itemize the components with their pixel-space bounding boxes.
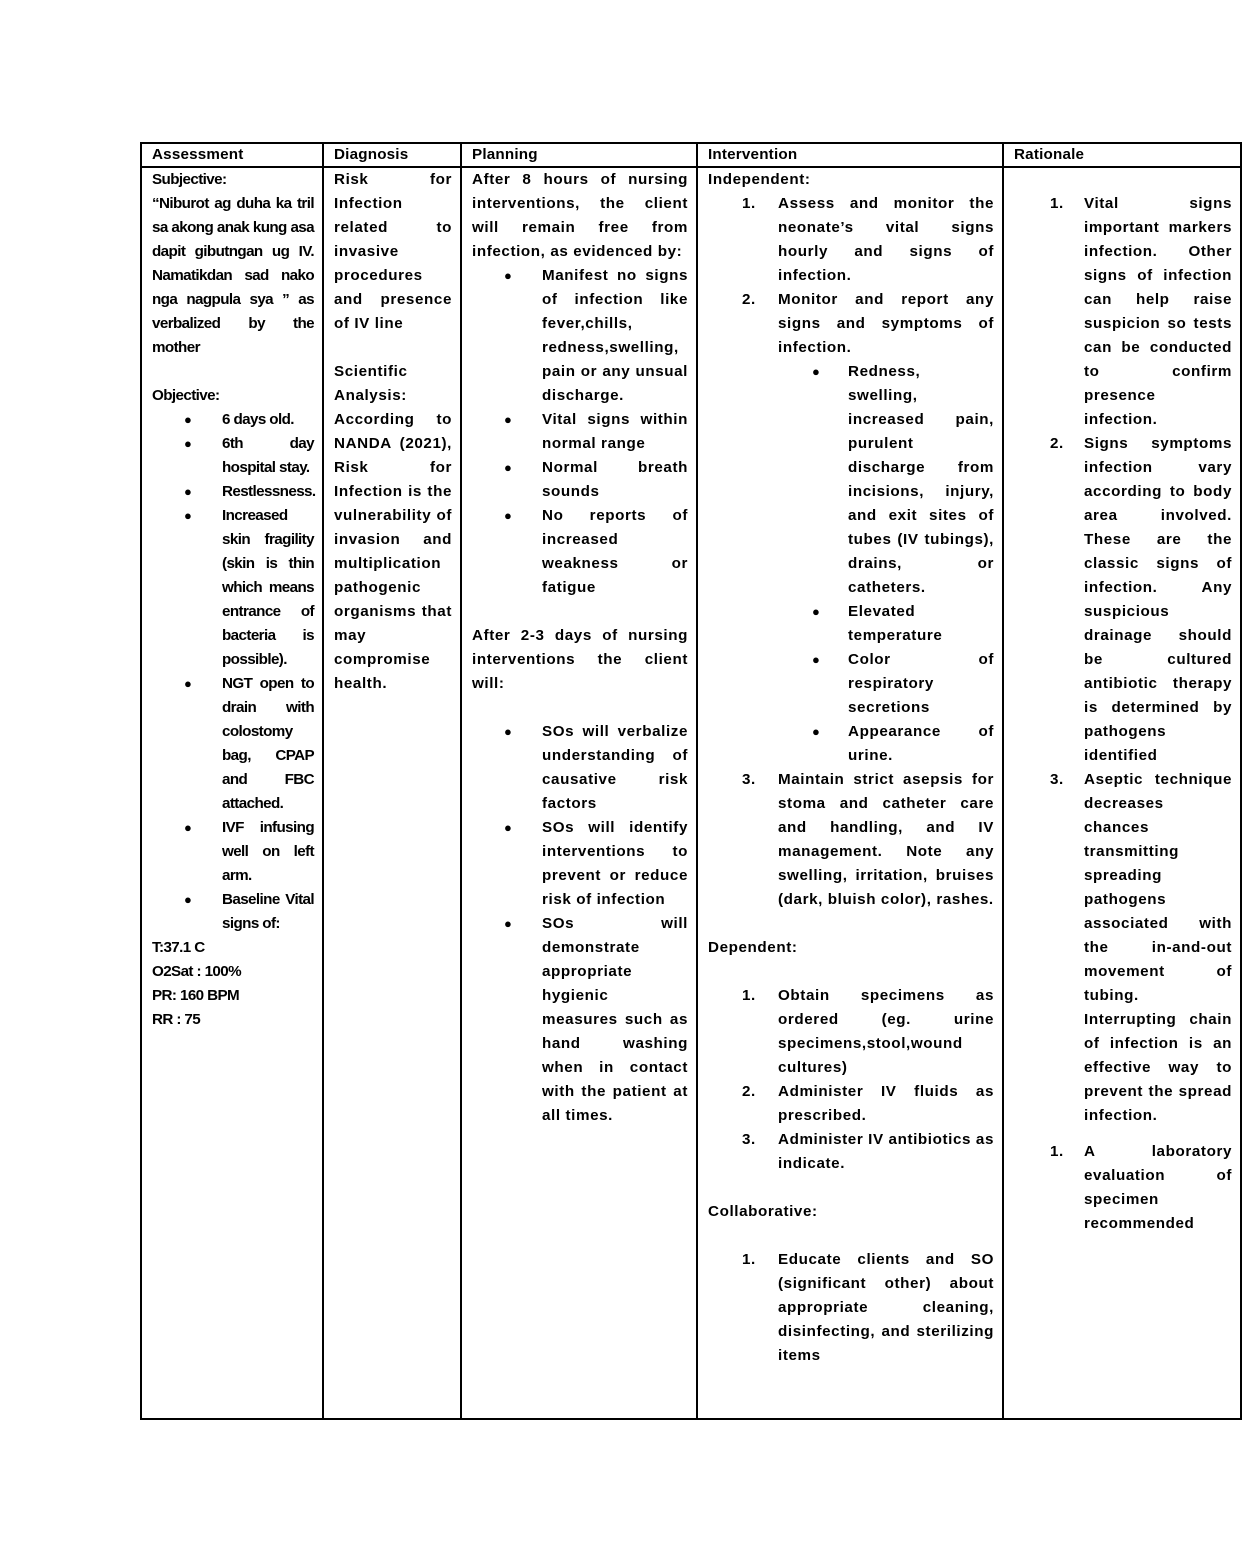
intervention-cell (697, 167, 1003, 1419)
sign-item: ● Elevated temperature (812, 603, 943, 644)
independent-list (708, 192, 994, 912)
rationale-item: 3. Aseptic technique decreases chances transmitting spreading pathogens associated with the in-and-out movement of tubing. Interrupting chain of infection is an effective way to prevent the spread infection. (1050, 771, 1232, 1124)
intervention-item: 3. Administer IV antibiotics as indicate. (742, 1131, 994, 1172)
objective-item: ● 6th day hospital stay. (184, 435, 314, 476)
header-planning: Planning (461, 143, 697, 167)
goal-item: ● Manifest no signs of infection like fever,chills, redness,swelling, pain or any unsual discharge. (504, 267, 688, 404)
rationale-list-2 (1014, 1140, 1232, 1236)
objective-list (152, 408, 314, 936)
content-row (141, 167, 1241, 1419)
header-row (141, 143, 1241, 167)
short-term-goals (472, 264, 688, 600)
subjective-label: Subjective: (152, 171, 227, 188)
goal-item: ● Normal breath sounds (504, 459, 688, 500)
sign-item: ● Color of respiratory secretions (812, 651, 994, 716)
intervention-item: 1. Obtain specimens as ordered (eg. urine specimens,stool,wound cultures) (742, 987, 994, 1076)
collaborative-label: Collaborative: (708, 1203, 818, 1220)
diagnosis-cell (323, 167, 461, 1419)
intervention-item: 1. Assess and monitor the neonate’s vital signs hourly and signs of infection. (742, 195, 994, 284)
dependent-list (708, 984, 994, 1176)
intervention-item: 1. Educate clients and SO (significant other) about appropriate cleaning, disinfecting, and sterilizing items (742, 1251, 994, 1364)
goal-item: ● SOs will verbalize understanding of causative risk factors (504, 723, 688, 812)
independent-label: Independent: (708, 171, 811, 188)
goal-item: ● SOs will demonstrate appropriate hygienic measures such as hand washing when in contact with the patient at all times. (504, 915, 688, 1124)
rationale-item: 2. Signs symptoms infection vary according to body area involved. These are the classic signs of infection. Any suspicious drainage should be cultured antibiotic therapy is determined by pathogens identified (1050, 435, 1232, 764)
long-term-goals (472, 720, 688, 1128)
rationale-item: 1. A laboratory evaluation of specimen recommended (1050, 1143, 1232, 1232)
scientific-analysis-text: According to NANDA (2021), Risk for Infection is the vulnerability of invasion and multiplication pathogenic organisms that may compromise health. (334, 411, 452, 692)
header-diagnosis: Diagnosis (323, 143, 461, 167)
long-term-intro: After 2-3 days of nursing interventions the client will: (472, 627, 688, 692)
objective-item: ● IVF infusing well on left arm. (184, 819, 314, 884)
objective-label: Objective: (152, 387, 220, 404)
assessment-cell (141, 167, 323, 1419)
objective-item: ● Restlessness. (184, 483, 316, 500)
objective-item: ● Increased skin fragility (skin is thin which means entrance of bacteria is possible). (184, 507, 314, 668)
dependent-label: Dependent: (708, 939, 798, 956)
sign-item: ● Appearance of urine. (812, 723, 994, 764)
objective-item: ● Baseline Vital signs of: (184, 891, 314, 932)
diagnosis-text: Risk for Infection related to invasive procedures and presence of IV line (334, 171, 452, 332)
collaborative-list (708, 1248, 994, 1368)
objective-item: ● NGT open to drain with colostomy bag, CPAP and FBC attached. (184, 675, 314, 812)
signs-list (708, 360, 994, 768)
scientific-analysis-label: Scientific Analysis: (334, 363, 408, 404)
intervention-item: 2. Monitor and report any signs and symptoms of infection. ● Redness, swelling, increased pain, purulent discharge from incisions, injury, and exit sites of tubes (IV tubings), drains, or catheters. ● Elevated temperature ● Color of respiratory secretions ● Appearance of urine. (708, 288, 994, 768)
vital-temp: T:37.1 C (152, 939, 205, 956)
goal-item: ● SOs will identify interventions to prevent or reduce risk of infection (504, 819, 688, 908)
nursing-care-plan-table (140, 142, 1242, 1420)
vital-rr: RR : 75 (152, 1011, 201, 1028)
rationale-cell (1003, 167, 1241, 1419)
goal-item: ● No reports of increased weakness or fatigue (504, 507, 688, 596)
planning-cell (461, 167, 697, 1419)
goal-item: ● Vital signs within normal range (504, 411, 688, 452)
short-term-intro: After 8 hours of nursing interventions, the client will remain free from infection, as evidenced by: (472, 171, 688, 260)
rationale-item: 1. Vital signs important markers infection. Other signs of infection can help raise suspicion so tests can be conducted to confirm presence infection. (1050, 195, 1232, 428)
rationale-list (1014, 192, 1232, 1128)
sign-item: ● Redness, swelling, increased pain, purulent discharge from incisions, injury, and exit sites of tubes (IV tubings), drains, or catheters. (812, 363, 994, 596)
intervention-item: 3. Maintain strict asepsis for stoma and catheter care and handling, and IV management. Note any swelling, irritation, bruises (dark, bluish color), rashes. (742, 771, 994, 908)
intervention-item: 2. Administer IV fluids as prescribed. (742, 1083, 994, 1124)
header-rationale: Rationale (1003, 143, 1241, 167)
objective-item: ● 6 days old. (184, 411, 294, 428)
subjective-text: “Niburot ag duha ka tril sa akong anak kung asa dapit gibutngan ug IV. Namatikdan sad nako nga nagpula sya ” as verbalized by the mother (152, 195, 314, 356)
vital-pr: PR: 160 BPM (152, 987, 240, 1004)
vital-o2sat: O2Sat : 100% (152, 963, 242, 980)
header-assessment: Assessment (141, 143, 323, 167)
header-intervention: Intervention (697, 143, 1003, 167)
